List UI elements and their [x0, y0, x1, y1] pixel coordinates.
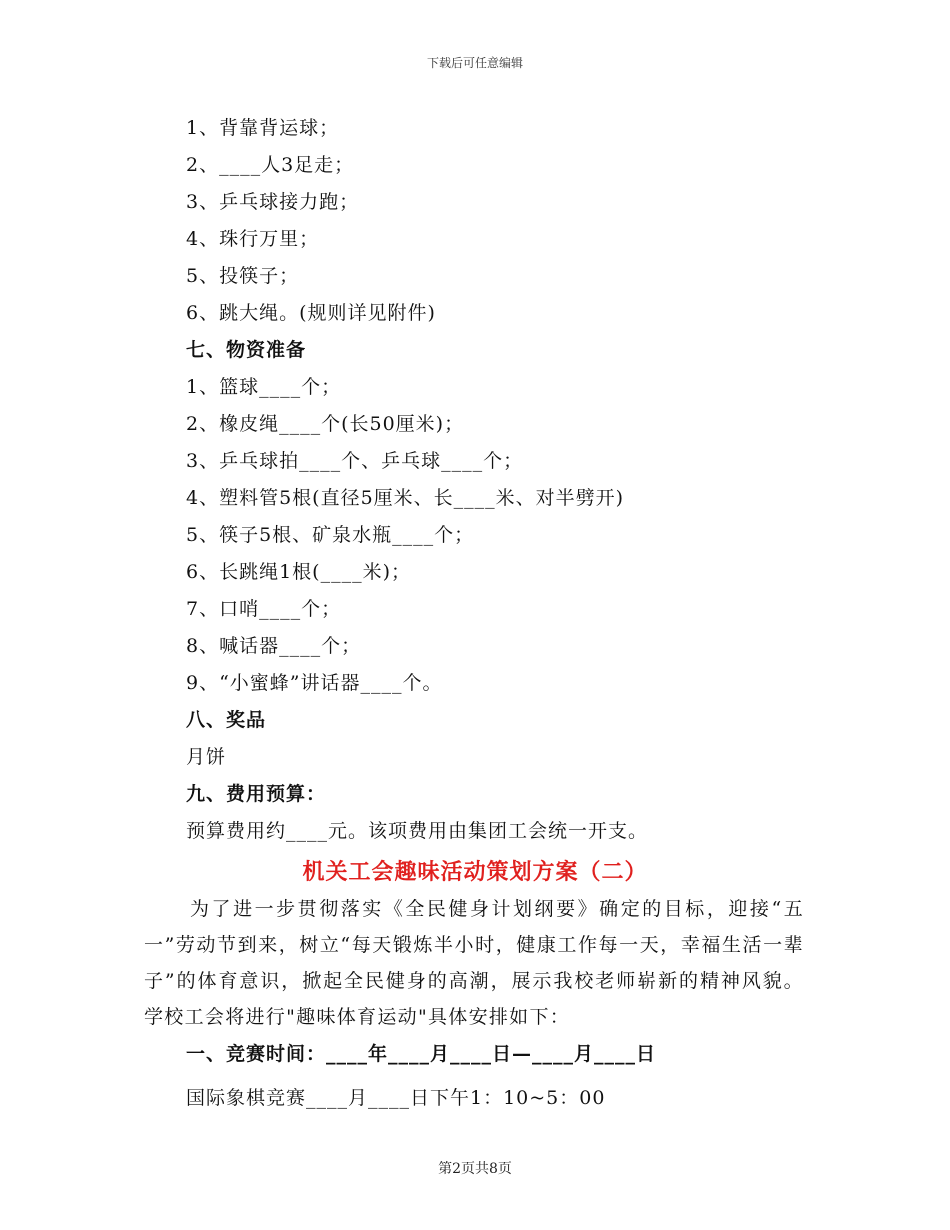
list-item: 9、“小蜜蜂”讲话器____个。	[186, 672, 443, 694]
list-item: 2、____人3足走；	[186, 154, 355, 176]
list-item: 8、喊话器____个；	[186, 635, 362, 657]
section-heading-materials: 七、物资准备	[186, 339, 307, 361]
intro-paragraph: 为了进一步贯彻落实《全民健身计划纲要》确定的目标，迎接“五一”劳动节到来，树立“每天锻炼半小时，健康工作每一天，幸福生活一辈子”的体育意识，掀起全民健身的高潮，展示我校老师崭新的精神风貌。学校工会将进行"趣味体育运动"具体安排如下：	[144, 898, 804, 1028]
budget-text: 预算费用约____元。该项费用由集团工会统一开支。	[186, 820, 649, 842]
list-item: 2、橡皮绳____个(长50厘米)；	[186, 413, 465, 435]
list-item: 4、塑料管5根(直径5厘米、长____米、对半劈开)	[186, 487, 625, 509]
list-item: 4、珠行万里；	[186, 228, 320, 250]
list-item: 3、乒乓球接力跑；	[186, 191, 360, 213]
page-footer: 第2页共8页	[438, 1161, 512, 1177]
section-heading-budget: 九、费用预算：	[186, 783, 327, 805]
list-item: 3、乒乓球拍____个、乒乓球____个；	[186, 450, 524, 472]
page-header: 下载后可任意编辑	[426, 56, 523, 70]
document-title: 机关工会趣味活动策划方案（二）	[302, 859, 648, 885]
list-item: 6、长跳绳1根(____米)；	[186, 561, 412, 583]
list-item: 5、筷子5根、矿泉水瓶____个；	[186, 524, 475, 546]
list-item: 1、篮球____个；	[186, 376, 342, 398]
list-item: 6、跳大绳。(规则详见附件)	[186, 302, 436, 324]
list-item: 1、背靠背运球；	[186, 117, 340, 139]
list-item: 5、投筷子；	[186, 265, 300, 287]
section-heading-time: 一、竞赛时间：____年____月____日—____月____日	[186, 1043, 657, 1065]
chess-schedule-text: 国际象棋竞赛____月____日下午1：10~5：00	[186, 1087, 606, 1109]
section-heading-prizes: 八、奖品	[186, 709, 267, 731]
list-item: 7、口哨____个；	[186, 598, 342, 620]
prizes-text: 月饼	[186, 746, 227, 768]
